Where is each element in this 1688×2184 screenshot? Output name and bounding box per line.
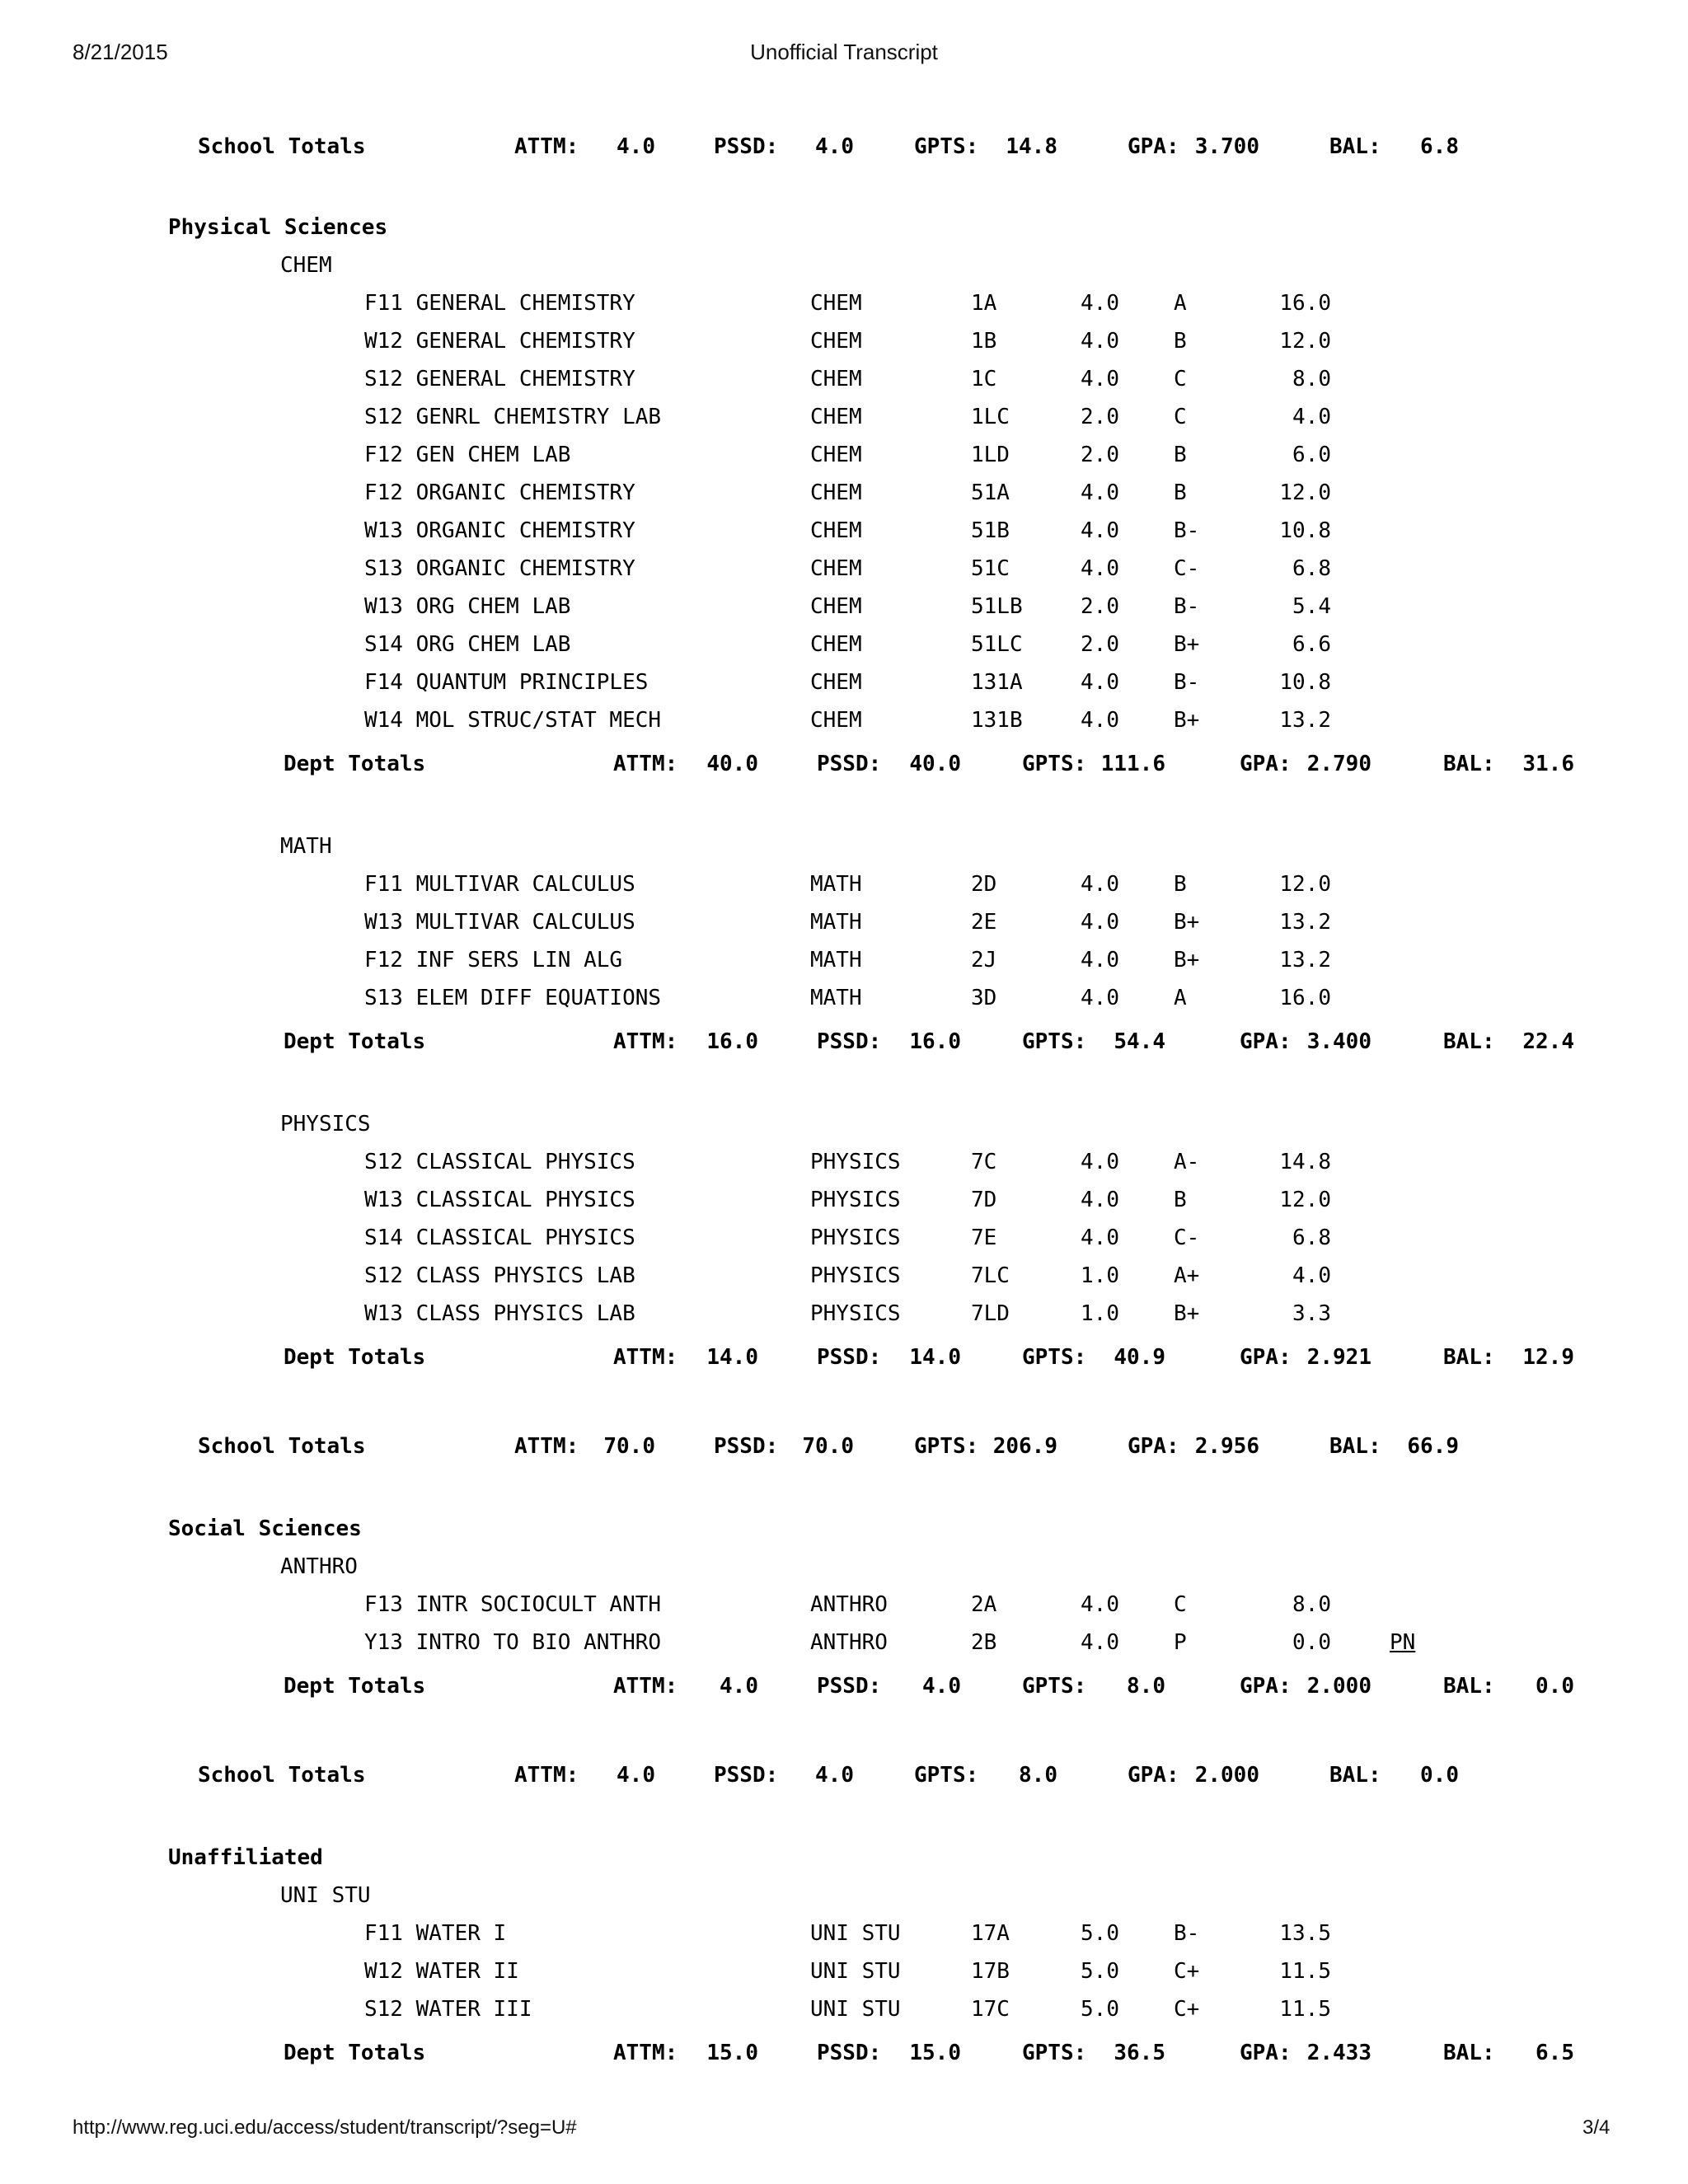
course-points: 8.0 bbox=[1292, 367, 1331, 391]
course-number: 7LD bbox=[971, 1301, 1010, 1326]
course-title: S12 WATER III bbox=[364, 1997, 532, 2022]
course-number: 1A bbox=[971, 291, 997, 316]
pssd-value: 16.0 bbox=[909, 1029, 961, 1054]
course-dept: MATH bbox=[810, 986, 862, 1010]
print-date: 8/21/2015 bbox=[73, 40, 168, 64]
bal-label: BAL: bbox=[1443, 1029, 1495, 1054]
gpts-label: GPTS: bbox=[1022, 1345, 1087, 1370]
course-title: S13 ELEM DIFF EQUATIONS bbox=[364, 986, 662, 1010]
dept-totals-label: Dept Totals bbox=[284, 2041, 426, 2065]
attm-value: 16.0 bbox=[706, 1029, 758, 1054]
gpts-value: 36.5 bbox=[1114, 2041, 1165, 2065]
page-title: Unofficial Transcript bbox=[750, 40, 938, 64]
pssd-label: PSSD: bbox=[714, 134, 779, 159]
course-row bbox=[0, 476, 1688, 509]
course-units: 4.0 bbox=[1081, 518, 1119, 543]
course-row bbox=[0, 590, 1688, 623]
pssd-value: 4.0 bbox=[922, 1674, 961, 1699]
dept-totals-row bbox=[0, 748, 1688, 780]
course-row bbox=[0, 982, 1688, 1015]
pssd-value: 70.0 bbox=[802, 1434, 854, 1459]
course-units: 4.0 bbox=[1081, 367, 1119, 391]
course-title: F11 MULTIVAR CALCULUS bbox=[364, 872, 635, 897]
course-title: F11 WATER I bbox=[364, 1921, 507, 1946]
bal-value: 0.0 bbox=[1536, 1674, 1574, 1699]
pssd-label: PSSD: bbox=[817, 2041, 882, 2065]
gpts-value: 206.9 bbox=[992, 1434, 1057, 1459]
gpts-label: GPTS: bbox=[1022, 752, 1087, 776]
school-totals-row bbox=[0, 1759, 1688, 1792]
course-title: Y13 INTRO TO BIO ANTHRO bbox=[364, 1630, 662, 1655]
course-units: 5.0 bbox=[1081, 1959, 1119, 1984]
course-grade: C bbox=[1174, 367, 1187, 391]
course-number: 51A bbox=[971, 480, 1010, 505]
attm-label: ATTM: bbox=[514, 1763, 579, 1788]
course-grade: C+ bbox=[1174, 1997, 1200, 2022]
school-name: Unaffiliated bbox=[168, 1845, 323, 1870]
gpa-label: GPA: bbox=[1128, 134, 1179, 159]
pssd-label: PSSD: bbox=[817, 1345, 882, 1370]
course-units: 4.0 bbox=[1081, 480, 1119, 505]
dept-totals-row bbox=[0, 2036, 1688, 2069]
gpa-label: GPA: bbox=[1240, 1029, 1292, 1054]
course-units: 4.0 bbox=[1081, 1226, 1119, 1250]
attm-label: ATTM: bbox=[613, 2041, 678, 2065]
course-number: 17A bbox=[971, 1921, 1010, 1946]
course-title: F13 INTR SOCIOCULT ANTH bbox=[364, 1592, 662, 1617]
course-title: S12 GENRL CHEMISTRY LAB bbox=[364, 405, 662, 429]
gpts-label: GPTS: bbox=[1022, 1029, 1087, 1054]
course-grade: B+ bbox=[1174, 910, 1200, 935]
course-row bbox=[0, 438, 1688, 471]
pssd-label: PSSD: bbox=[817, 1674, 882, 1699]
school-totals-label: School Totals bbox=[198, 1763, 366, 1788]
course-dept: CHEM bbox=[810, 405, 862, 429]
course-dept: UNI STU bbox=[810, 1997, 901, 2022]
attm-value: 14.0 bbox=[706, 1345, 758, 1370]
course-grade: C- bbox=[1174, 556, 1200, 581]
gpts-label: GPTS: bbox=[914, 1763, 979, 1788]
dept-totals-label: Dept Totals bbox=[284, 1345, 426, 1370]
course-title: S14 CLASSICAL PHYSICS bbox=[364, 1226, 635, 1250]
course-units: 4.0 bbox=[1081, 948, 1119, 972]
dept-totals-label: Dept Totals bbox=[284, 752, 426, 776]
course-number: 2B bbox=[971, 1630, 997, 1655]
course-points: 16.0 bbox=[1279, 291, 1331, 316]
dept-heading bbox=[0, 1879, 1688, 1912]
course-points: 13.2 bbox=[1279, 948, 1331, 972]
pssd-value: 15.0 bbox=[909, 2041, 961, 2065]
gpa-value: 2.790 bbox=[1306, 752, 1372, 776]
course-points: 0.0 bbox=[1292, 1630, 1331, 1655]
course-points: 5.4 bbox=[1292, 594, 1331, 619]
course-points: 10.8 bbox=[1279, 670, 1331, 695]
course-title: F12 ORGANIC CHEMISTRY bbox=[364, 480, 635, 505]
course-title: W13 CLASS PHYSICS LAB bbox=[364, 1301, 635, 1326]
course-points: 13.2 bbox=[1279, 910, 1331, 935]
course-grade: B bbox=[1174, 329, 1187, 354]
course-title: W13 ORGANIC CHEMISTRY bbox=[364, 518, 635, 543]
course-dept: CHEM bbox=[810, 329, 862, 354]
attm-value: 15.0 bbox=[706, 2041, 758, 2065]
course-dept: UNI STU bbox=[810, 1921, 901, 1946]
course-number: 1C bbox=[971, 367, 997, 391]
course-row bbox=[0, 1993, 1688, 2026]
gpts-label: GPTS: bbox=[914, 134, 979, 159]
attm-label: ATTM: bbox=[613, 1674, 678, 1699]
course-points: 4.0 bbox=[1292, 1263, 1331, 1288]
course-row bbox=[0, 325, 1688, 358]
course-title: F11 GENERAL CHEMISTRY bbox=[364, 291, 635, 316]
pssd-value: 4.0 bbox=[815, 134, 854, 159]
course-dept: CHEM bbox=[810, 480, 862, 505]
dept-totals-row bbox=[0, 1670, 1688, 1703]
course-grade: P bbox=[1174, 1630, 1187, 1655]
pssd-value: 14.0 bbox=[909, 1345, 961, 1370]
dept-totals-label: Dept Totals bbox=[284, 1674, 426, 1699]
course-units: 4.0 bbox=[1081, 910, 1119, 935]
course-dept: PHYSICS bbox=[810, 1226, 901, 1250]
dept-name: CHEM bbox=[280, 253, 332, 278]
course-points: 13.2 bbox=[1279, 708, 1331, 733]
dept-totals-label: Dept Totals bbox=[284, 1029, 426, 1054]
course-points: 3.3 bbox=[1292, 1301, 1331, 1326]
course-dept: ANTHRO bbox=[810, 1592, 888, 1617]
bal-label: BAL: bbox=[1443, 1345, 1495, 1370]
course-row bbox=[0, 363, 1688, 396]
attm-value: 4.0 bbox=[617, 134, 655, 159]
course-dept: CHEM bbox=[810, 632, 862, 657]
pssd-value: 40.0 bbox=[909, 752, 961, 776]
course-dept: MATH bbox=[810, 910, 862, 935]
course-grade: B+ bbox=[1174, 948, 1200, 972]
course-number: 7LC bbox=[971, 1263, 1010, 1288]
attm-label: ATTM: bbox=[613, 1345, 678, 1370]
dept-name: ANTHRO bbox=[280, 1554, 358, 1579]
course-row bbox=[0, 1259, 1688, 1292]
course-number: 51LB bbox=[971, 594, 1023, 619]
course-row bbox=[0, 1183, 1688, 1216]
course-row bbox=[0, 628, 1688, 661]
course-row bbox=[0, 704, 1688, 737]
course-units: 2.0 bbox=[1081, 594, 1119, 619]
course-number: 2D bbox=[971, 872, 997, 897]
pssd-label: PSSD: bbox=[817, 752, 882, 776]
gpa-value: 2.000 bbox=[1194, 1763, 1259, 1788]
bal-value: 66.9 bbox=[1407, 1434, 1459, 1459]
course-number: 131B bbox=[971, 708, 1023, 733]
course-units: 4.0 bbox=[1081, 708, 1119, 733]
gpts-value: 8.0 bbox=[1019, 1763, 1057, 1788]
school-heading bbox=[0, 1841, 1688, 1874]
course-number: 51LC bbox=[971, 632, 1023, 657]
gpts-value: 111.6 bbox=[1100, 752, 1165, 776]
course-dept: ANTHRO bbox=[810, 1630, 888, 1655]
school-totals-label: School Totals bbox=[198, 1434, 366, 1459]
course-units: 4.0 bbox=[1081, 1188, 1119, 1212]
attm-value: 4.0 bbox=[720, 1674, 758, 1699]
dept-totals-row bbox=[0, 1341, 1688, 1374]
gpa-label: GPA: bbox=[1128, 1763, 1179, 1788]
course-units: 4.0 bbox=[1081, 1150, 1119, 1174]
course-row bbox=[0, 944, 1688, 977]
attm-label: ATTM: bbox=[514, 134, 579, 159]
course-grade: C bbox=[1174, 405, 1187, 429]
course-points: 6.6 bbox=[1292, 632, 1331, 657]
course-points: 6.8 bbox=[1292, 1226, 1331, 1250]
course-dept: PHYSICS bbox=[810, 1263, 901, 1288]
gpa-label: GPA: bbox=[1240, 752, 1292, 776]
course-title: W13 ORG CHEM LAB bbox=[364, 594, 571, 619]
bal-label: BAL: bbox=[1329, 1434, 1381, 1459]
course-grade: B- bbox=[1174, 594, 1200, 619]
course-grade: B- bbox=[1174, 670, 1200, 695]
course-title: W13 CLASSICAL PHYSICS bbox=[364, 1188, 635, 1212]
course-units: 4.0 bbox=[1081, 670, 1119, 695]
course-grade: B- bbox=[1174, 1921, 1200, 1946]
course-grade: B- bbox=[1174, 518, 1200, 543]
course-units: 1.0 bbox=[1081, 1263, 1119, 1288]
pssd-value: 4.0 bbox=[815, 1763, 854, 1788]
attm-value: 4.0 bbox=[617, 1763, 655, 1788]
dept-heading bbox=[0, 249, 1688, 282]
course-row bbox=[0, 1626, 1688, 1659]
course-number: 7E bbox=[971, 1226, 997, 1250]
course-grade: B bbox=[1174, 1188, 1187, 1212]
bal-label: BAL: bbox=[1329, 134, 1381, 159]
course-units: 4.0 bbox=[1081, 872, 1119, 897]
dept-heading bbox=[0, 1550, 1688, 1583]
course-units: 1.0 bbox=[1081, 1301, 1119, 1326]
course-title: W13 MULTIVAR CALCULUS bbox=[364, 910, 635, 935]
course-dept: CHEM bbox=[810, 291, 862, 316]
gpts-label: GPTS: bbox=[1022, 2041, 1087, 2065]
course-row bbox=[0, 868, 1688, 901]
course-points: 8.0 bbox=[1292, 1592, 1331, 1617]
bal-label: BAL: bbox=[1443, 2041, 1495, 2065]
gpa-value: 3.400 bbox=[1306, 1029, 1372, 1054]
course-title: S13 ORGANIC CHEMISTRY bbox=[364, 556, 635, 581]
attm-label: ATTM: bbox=[613, 1029, 678, 1054]
course-points: 11.5 bbox=[1279, 1997, 1331, 2022]
course-dept: MATH bbox=[810, 872, 862, 897]
gpa-value: 3.700 bbox=[1194, 134, 1259, 159]
course-row bbox=[0, 1588, 1688, 1621]
course-units: 4.0 bbox=[1081, 329, 1119, 354]
course-title: F14 QUANTUM PRINCIPLES bbox=[364, 670, 649, 695]
course-number: 51C bbox=[971, 556, 1010, 581]
course-points: 11.5 bbox=[1279, 1959, 1331, 1984]
pssd-label: PSSD: bbox=[817, 1029, 882, 1054]
course-units: 4.0 bbox=[1081, 1592, 1119, 1617]
course-units: 2.0 bbox=[1081, 443, 1119, 467]
course-units: 4.0 bbox=[1081, 291, 1119, 316]
course-number: 2E bbox=[971, 910, 997, 935]
school-name: Social Sciences bbox=[168, 1516, 362, 1541]
course-number: 17B bbox=[971, 1959, 1010, 1984]
dept-name: UNI STU bbox=[280, 1883, 371, 1908]
course-row bbox=[0, 514, 1688, 547]
course-units: 5.0 bbox=[1081, 1921, 1119, 1946]
course-grade: A+ bbox=[1174, 1263, 1200, 1288]
gpts-value: 40.9 bbox=[1114, 1345, 1165, 1370]
course-title: F12 INF SERS LIN ALG bbox=[364, 948, 623, 972]
course-note: PN bbox=[1390, 1630, 1416, 1655]
course-title: W12 GENERAL CHEMISTRY bbox=[364, 329, 635, 354]
course-row bbox=[0, 1297, 1688, 1330]
school-heading bbox=[0, 1512, 1688, 1545]
course-grade: C bbox=[1174, 1592, 1187, 1617]
gpts-value: 54.4 bbox=[1114, 1029, 1165, 1054]
course-grade: B+ bbox=[1174, 708, 1200, 733]
dept-name: PHYSICS bbox=[280, 1112, 371, 1137]
course-points: 16.0 bbox=[1279, 986, 1331, 1010]
course-dept: CHEM bbox=[810, 518, 862, 543]
bal-label: BAL: bbox=[1443, 1674, 1495, 1699]
attm-value: 40.0 bbox=[706, 752, 758, 776]
course-grade: A- bbox=[1174, 1150, 1200, 1174]
dept-totals-row bbox=[0, 1025, 1688, 1058]
course-row bbox=[0, 666, 1688, 699]
course-row bbox=[0, 1917, 1688, 1950]
course-dept: CHEM bbox=[810, 556, 862, 581]
course-number: 131A bbox=[971, 670, 1023, 695]
bal-label: BAL: bbox=[1329, 1763, 1381, 1788]
course-points: 6.8 bbox=[1292, 556, 1331, 581]
gpa-value: 2.433 bbox=[1306, 2041, 1372, 2065]
course-dept: CHEM bbox=[810, 443, 862, 467]
course-units: 2.0 bbox=[1081, 405, 1119, 429]
course-title: F12 GEN CHEM LAB bbox=[364, 443, 571, 467]
gpa-label: GPA: bbox=[1240, 2041, 1292, 2065]
course-grade: C- bbox=[1174, 1226, 1200, 1250]
course-number: 1B bbox=[971, 329, 997, 354]
course-dept: PHYSICS bbox=[810, 1301, 901, 1326]
bal-value: 22.4 bbox=[1522, 1029, 1574, 1054]
course-units: 5.0 bbox=[1081, 1997, 1119, 2022]
course-points: 12.0 bbox=[1279, 329, 1331, 354]
course-points: 10.8 bbox=[1279, 518, 1331, 543]
attm-value: 70.0 bbox=[603, 1434, 655, 1459]
footer-page-number: 3/4 bbox=[1582, 2116, 1611, 2139]
course-row bbox=[0, 1221, 1688, 1254]
pssd-label: PSSD: bbox=[714, 1434, 779, 1459]
course-number: 3D bbox=[971, 986, 997, 1010]
course-points: 6.0 bbox=[1292, 443, 1331, 467]
course-grade: B+ bbox=[1174, 1301, 1200, 1326]
course-grade: C+ bbox=[1174, 1959, 1200, 1984]
course-title: S12 CLASSICAL PHYSICS bbox=[364, 1150, 635, 1174]
course-grade: A bbox=[1174, 291, 1187, 316]
course-number: 2A bbox=[971, 1592, 997, 1617]
school-heading bbox=[0, 211, 1688, 244]
dept-name: MATH bbox=[280, 834, 332, 859]
gpts-value: 14.8 bbox=[1006, 134, 1057, 159]
course-number: 51B bbox=[971, 518, 1010, 543]
course-dept: CHEM bbox=[810, 594, 862, 619]
dept-heading bbox=[0, 830, 1688, 863]
bal-label: BAL: bbox=[1443, 752, 1495, 776]
course-title: S14 ORG CHEM LAB bbox=[364, 632, 571, 657]
gpa-value: 2.956 bbox=[1194, 1434, 1259, 1459]
bal-value: 6.5 bbox=[1536, 2041, 1574, 2065]
course-dept: UNI STU bbox=[810, 1959, 901, 1984]
course-dept: MATH bbox=[810, 948, 862, 972]
course-dept: PHYSICS bbox=[810, 1150, 901, 1174]
course-grade: B+ bbox=[1174, 632, 1200, 657]
gpa-label: GPA: bbox=[1240, 1345, 1292, 1370]
course-number: 1LC bbox=[971, 405, 1010, 429]
course-number: 7D bbox=[971, 1188, 997, 1212]
course-row bbox=[0, 906, 1688, 939]
course-units: 4.0 bbox=[1081, 1630, 1119, 1655]
bal-value: 31.6 bbox=[1522, 752, 1574, 776]
course-title: W14 MOL STRUC/STAT MECH bbox=[364, 708, 662, 733]
course-number: 1LD bbox=[971, 443, 1010, 467]
course-row bbox=[0, 401, 1688, 434]
course-dept: PHYSICS bbox=[810, 1188, 901, 1212]
course-row bbox=[0, 1146, 1688, 1179]
course-units: 4.0 bbox=[1081, 986, 1119, 1010]
gpts-label: GPTS: bbox=[1022, 1674, 1087, 1699]
gpa-value: 2.000 bbox=[1306, 1674, 1372, 1699]
course-dept: CHEM bbox=[810, 367, 862, 391]
bal-value: 0.0 bbox=[1420, 1763, 1459, 1788]
school-totals-row bbox=[0, 1430, 1688, 1463]
course-title: W12 WATER II bbox=[364, 1959, 519, 1984]
course-number: 7C bbox=[971, 1150, 997, 1174]
course-grade: B bbox=[1174, 443, 1187, 467]
course-row bbox=[0, 1955, 1688, 1988]
course-points: 12.0 bbox=[1279, 480, 1331, 505]
course-grade: A bbox=[1174, 986, 1187, 1010]
school-totals-label: School Totals bbox=[198, 134, 366, 159]
course-dept: CHEM bbox=[810, 670, 862, 695]
gpts-value: 8.0 bbox=[1127, 1674, 1165, 1699]
course-title: S12 CLASS PHYSICS LAB bbox=[364, 1263, 635, 1288]
course-number: 2J bbox=[971, 948, 997, 972]
course-points: 12.0 bbox=[1279, 872, 1331, 897]
course-units: 4.0 bbox=[1081, 556, 1119, 581]
course-units: 2.0 bbox=[1081, 632, 1119, 657]
course-points: 14.8 bbox=[1279, 1150, 1331, 1174]
school-name: Physical Sciences bbox=[168, 215, 388, 240]
course-points: 4.0 bbox=[1292, 405, 1331, 429]
course-dept: CHEM bbox=[810, 708, 862, 733]
attm-label: ATTM: bbox=[514, 1434, 579, 1459]
course-grade: B bbox=[1174, 872, 1187, 897]
bal-value: 12.9 bbox=[1522, 1345, 1574, 1370]
attm-label: ATTM: bbox=[613, 752, 678, 776]
school-totals-row bbox=[0, 130, 1688, 163]
course-points: 13.5 bbox=[1279, 1921, 1331, 1946]
course-points: 12.0 bbox=[1279, 1188, 1331, 1212]
gpts-label: GPTS: bbox=[914, 1434, 979, 1459]
course-number: 17C bbox=[971, 1997, 1010, 2022]
course-grade: B bbox=[1174, 480, 1187, 505]
gpa-label: GPA: bbox=[1240, 1674, 1292, 1699]
course-row bbox=[0, 552, 1688, 585]
gpa-label: GPA: bbox=[1128, 1434, 1179, 1459]
course-row bbox=[0, 287, 1688, 320]
course-title: S12 GENERAL CHEMISTRY bbox=[364, 367, 635, 391]
footer-url: http://www.reg.uci.edu/access/student/transcript/?seg=U# bbox=[73, 2116, 577, 2139]
gpa-value: 2.921 bbox=[1306, 1345, 1372, 1370]
pssd-label: PSSD: bbox=[714, 1763, 779, 1788]
dept-heading bbox=[0, 1108, 1688, 1141]
bal-value: 6.8 bbox=[1420, 134, 1459, 159]
